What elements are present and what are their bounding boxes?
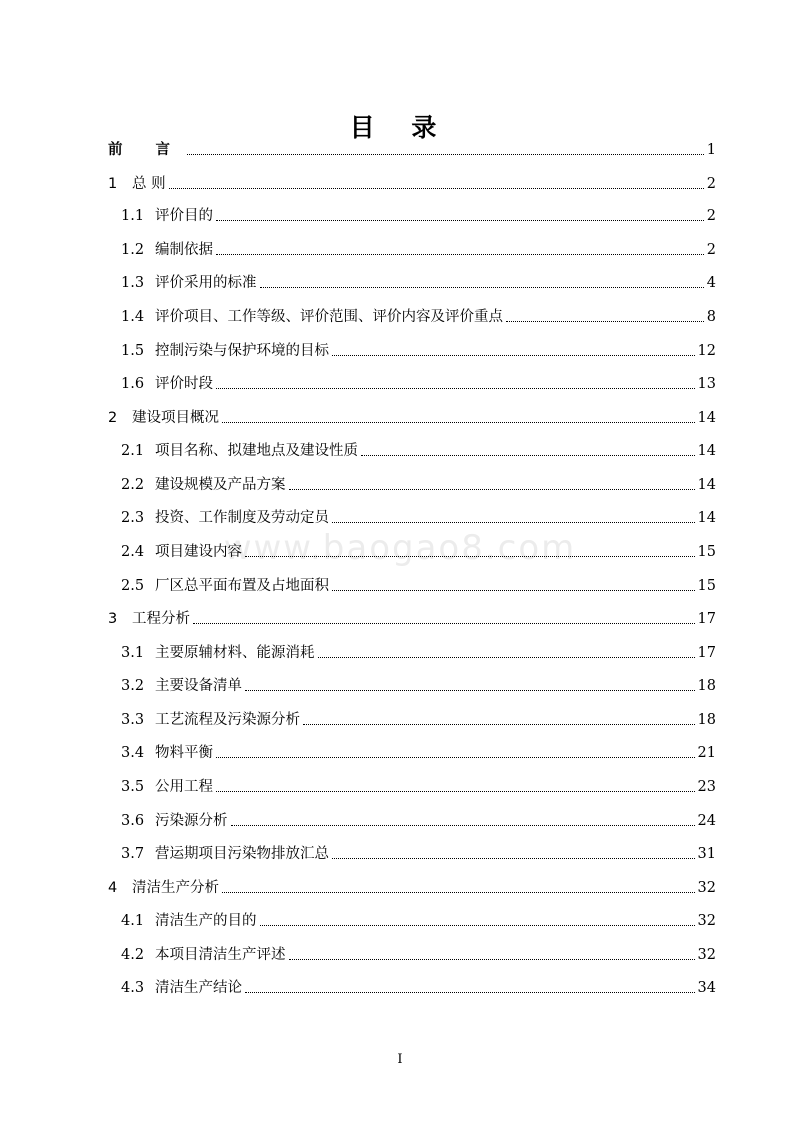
toc-entry-page: 8 bbox=[706, 309, 716, 325]
toc-entry-page: 18 bbox=[697, 678, 716, 694]
toc-entry-page: 15 bbox=[697, 544, 716, 560]
toc-entry[interactable] bbox=[0, 206, 716, 226]
toc-entry-number: 4.2 bbox=[121, 947, 145, 963]
toc-entry-page: 21 bbox=[697, 745, 716, 761]
toc-entry[interactable] bbox=[0, 777, 716, 797]
toc-entry-label: 项目名称、拟建地点及建设性质 bbox=[155, 443, 358, 459]
toc-entry-label: 投资、工作制度及劳动定员 bbox=[155, 510, 329, 526]
toc-entry-page: 2 bbox=[706, 242, 716, 258]
toc-entry-number: 2.5 bbox=[121, 578, 145, 594]
watermark: www.baogao8.com bbox=[223, 528, 577, 568]
toc-entry-number: 3 bbox=[108, 611, 118, 627]
toc-entry-page: 32 bbox=[697, 880, 716, 896]
toc-entry-page: 32 bbox=[697, 947, 716, 963]
toc-entry-label: 前 言 bbox=[108, 142, 185, 158]
toc-entry-page: 15 bbox=[697, 578, 716, 594]
toc-entry[interactable] bbox=[0, 307, 716, 327]
toc-leader-dots bbox=[222, 421, 695, 423]
toc-entry-number: 4 bbox=[108, 880, 118, 896]
toc-entry-label: 评价目的 bbox=[155, 208, 213, 224]
toc-entry-page: 12 bbox=[697, 343, 716, 359]
toc-leader-dots bbox=[303, 723, 695, 725]
toc-entry[interactable] bbox=[0, 844, 716, 864]
toc-entry[interactable] bbox=[0, 978, 716, 998]
toc-entry-label: 污染源分析 bbox=[155, 813, 228, 829]
toc-entry-number: 1.3 bbox=[121, 275, 145, 291]
toc-entry[interactable] bbox=[0, 508, 716, 528]
toc-entry-number: 3.1 bbox=[121, 645, 145, 661]
toc-leader-dots bbox=[260, 924, 695, 926]
toc-entry-number: 1.6 bbox=[121, 376, 145, 392]
toc-entry-page: 2 bbox=[706, 176, 716, 192]
toc-entry-page: 1 bbox=[706, 142, 716, 158]
toc-entry-label: 评价时段 bbox=[155, 376, 213, 392]
toc-entry[interactable] bbox=[0, 374, 716, 394]
toc-entry-label: 项目建设内容 bbox=[155, 544, 242, 560]
toc-leader-dots bbox=[332, 354, 695, 356]
toc-entry-number: 1.5 bbox=[121, 343, 145, 359]
toc-entry-number: 3.5 bbox=[121, 779, 145, 795]
toc-entry-label: 本项目清洁生产评述 bbox=[155, 947, 286, 963]
toc-entry-number: 3.6 bbox=[121, 813, 145, 829]
toc-entry-number: 3.3 bbox=[121, 712, 145, 728]
toc-entry-number: 2.1 bbox=[121, 443, 145, 459]
toc-leader-dots bbox=[216, 756, 695, 758]
toc-leader-dots bbox=[216, 253, 704, 255]
toc-entry-page: 31 bbox=[697, 846, 716, 862]
toc-leader-dots bbox=[187, 153, 704, 155]
toc-entry[interactable] bbox=[0, 643, 716, 663]
toc-entry-page: 32 bbox=[697, 913, 716, 929]
toc-entry-number: 1 bbox=[108, 176, 118, 192]
toc-entry-number: 2.2 bbox=[121, 477, 145, 493]
toc-leader-dots bbox=[231, 824, 695, 826]
toc-entry-number: 1.2 bbox=[121, 242, 145, 258]
toc-entry-label: 主要原辅材料、能源消耗 bbox=[155, 645, 315, 661]
toc-entry-label: 建设项目概况 bbox=[132, 410, 219, 426]
toc-entry-label: 公用工程 bbox=[155, 779, 213, 795]
toc-entry[interactable] bbox=[0, 140, 716, 160]
toc-entry-label: 清洁生产分析 bbox=[132, 880, 219, 896]
toc-leader-dots bbox=[216, 387, 695, 389]
toc-leader-dots bbox=[332, 857, 695, 859]
toc-entry-label: 评价项目、工作等级、评价范围、评价内容及评价重点 bbox=[155, 309, 503, 325]
toc-leader-dots bbox=[193, 622, 695, 624]
toc-leader-dots bbox=[506, 320, 704, 322]
toc-entry-page: 23 bbox=[697, 779, 716, 795]
toc-leader-dots bbox=[260, 286, 704, 288]
toc-entry[interactable] bbox=[0, 475, 716, 495]
toc-entry-page: 14 bbox=[697, 510, 716, 526]
toc-leader-dots bbox=[289, 958, 695, 960]
toc-leader-dots bbox=[332, 589, 695, 591]
toc-entry-label: 工艺流程及污染源分析 bbox=[155, 712, 300, 728]
toc-entry-label: 厂区总平面布置及占地面积 bbox=[155, 578, 329, 594]
toc-entry-number: 2.3 bbox=[121, 510, 145, 526]
toc-entry-number: 4.3 bbox=[121, 980, 145, 996]
toc-entry-label: 清洁生产的目的 bbox=[155, 913, 257, 929]
toc-entry-page: 13 bbox=[697, 376, 716, 392]
toc-entry-number: 3.2 bbox=[121, 678, 145, 694]
toc-entry[interactable] bbox=[0, 542, 716, 562]
toc-entry-page: 17 bbox=[697, 645, 716, 661]
toc-entry-page: 14 bbox=[697, 410, 716, 426]
toc-entry[interactable] bbox=[0, 273, 716, 293]
toc-entry-number: 2.4 bbox=[121, 544, 145, 560]
toc-entry-number: 3.4 bbox=[121, 745, 145, 761]
toc-leader-dots bbox=[318, 656, 695, 658]
toc-entry-label: 控制污染与保护环境的目标 bbox=[155, 343, 329, 359]
toc-entry-number: 1.4 bbox=[121, 309, 145, 325]
toc-leader-dots bbox=[289, 488, 695, 490]
toc-leader-dots bbox=[361, 454, 695, 456]
toc-entry[interactable] bbox=[0, 341, 716, 361]
toc-entry-page: 4 bbox=[706, 275, 716, 291]
toc-entry[interactable] bbox=[0, 676, 716, 696]
toc-entry[interactable] bbox=[0, 576, 716, 596]
toc-entry-number: 4.1 bbox=[121, 913, 145, 929]
toc-entry[interactable] bbox=[0, 945, 716, 965]
toc-entry-label: 物料平衡 bbox=[155, 745, 213, 761]
toc-leader-dots bbox=[245, 991, 695, 993]
toc-entry-number: 1.1 bbox=[121, 208, 145, 224]
toc-leader-dots bbox=[216, 219, 704, 221]
toc-leader-dots bbox=[216, 790, 695, 792]
toc-leader-dots bbox=[332, 521, 695, 523]
toc-entry-label: 总 则 bbox=[132, 176, 166, 192]
toc-entry-page: 14 bbox=[697, 477, 716, 493]
toc-entry-label: 清洁生产结论 bbox=[155, 980, 242, 996]
toc-entry[interactable] bbox=[0, 743, 716, 763]
toc-entry-page: 24 bbox=[697, 813, 716, 829]
toc-entry-label: 主要设备清单 bbox=[155, 678, 242, 694]
toc-entry-page: 18 bbox=[697, 712, 716, 728]
toc-entry-number: 2 bbox=[108, 410, 118, 426]
toc-entry[interactable] bbox=[0, 710, 716, 730]
toc-entry-page: 14 bbox=[697, 443, 716, 459]
toc-entry-label: 营运期项目污染物排放汇总 bbox=[155, 846, 329, 862]
toc-leader-dots bbox=[222, 891, 695, 893]
toc-entry-label: 工程分析 bbox=[132, 611, 190, 627]
toc-entry-number: 3.7 bbox=[121, 846, 145, 862]
toc-entry[interactable] bbox=[0, 609, 716, 629]
toc-leader-dots bbox=[245, 555, 695, 557]
toc-entry-page: 2 bbox=[706, 208, 716, 224]
toc-entry[interactable] bbox=[0, 911, 716, 931]
toc-entry[interactable] bbox=[0, 878, 716, 898]
toc-entry[interactable] bbox=[0, 174, 716, 194]
page-number: I bbox=[397, 1052, 403, 1067]
toc-entry[interactable] bbox=[0, 408, 716, 428]
toc-leader-dots bbox=[169, 187, 704, 189]
toc-entry-label: 建设规模及产品方案 bbox=[155, 477, 286, 493]
toc-entry-label: 评价采用的标准 bbox=[155, 275, 257, 291]
toc-entry[interactable] bbox=[0, 811, 716, 831]
toc-leader-dots bbox=[245, 689, 695, 691]
toc-entry-label: 编制依据 bbox=[155, 242, 213, 258]
toc-title: 目 录 bbox=[349, 113, 451, 142]
toc-entry-page: 17 bbox=[697, 611, 716, 627]
toc-entry[interactable] bbox=[0, 441, 716, 461]
toc-entry[interactable] bbox=[0, 240, 716, 260]
toc-entry-page: 34 bbox=[697, 980, 716, 996]
